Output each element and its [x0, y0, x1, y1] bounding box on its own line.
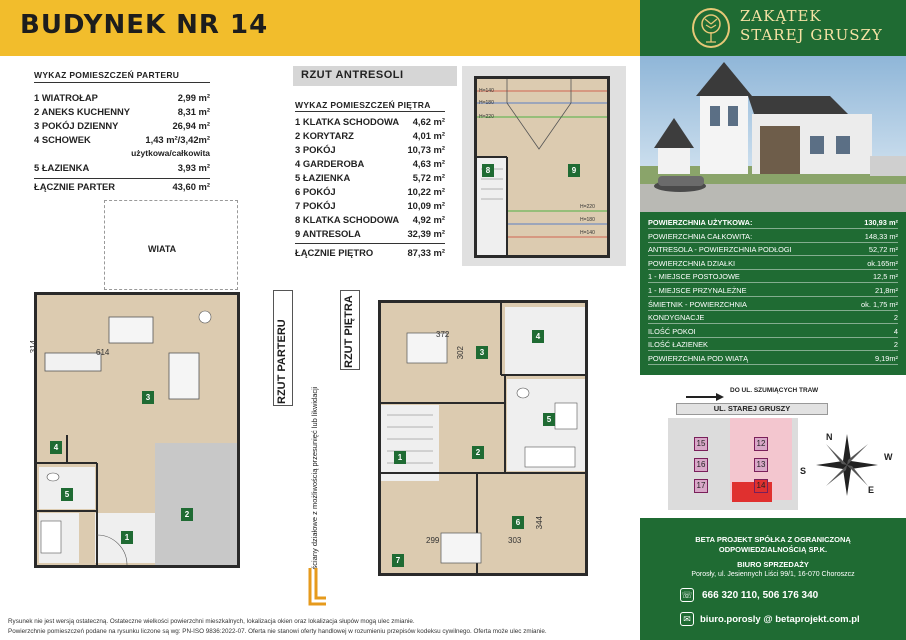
upper-floor-plan [378, 300, 588, 576]
ground-floor-drawing [37, 295, 237, 565]
room-number: 4 [50, 441, 62, 454]
ground-total-label: ŁĄCZNIE PARTER [34, 181, 116, 192]
company-name-line-2: ODPOWIEDZIALNOŚCIĄ SP.K. [718, 545, 828, 554]
room-row [34, 162, 210, 173]
stat-value: 12,5 m² [872, 272, 898, 282]
divider [295, 243, 445, 244]
antresola-drawing [477, 79, 607, 255]
stat-divider [648, 296, 898, 297]
phone-numbers[interactable]: 666 320 110, 506 176 340 [702, 590, 819, 601]
room-row [34, 106, 210, 117]
company-name-line-1: BETA PROJEKT SPÓŁKA Z OGRANICZONĄ [695, 535, 851, 544]
stat-value: 2 [893, 340, 898, 350]
stat-label: 1 - MIEJSCE PRZYNALEŻNE [648, 286, 747, 295]
height-mark: H=220 [479, 114, 494, 120]
ground-list-heading: WYKAZ POMIESZCZEŃ PARTERU [34, 70, 180, 80]
stat-label: ANTRESOLA - POWIERZCHNIA PODŁOGI [648, 245, 792, 255]
dimension-label: 372 [436, 330, 450, 339]
room-area: 3,93 m² [177, 162, 210, 173]
stat-row [648, 354, 898, 363]
stat-row [648, 286, 898, 295]
room-name: 1 WIATROŁAP [34, 92, 98, 103]
stat-value: 9,19m² [874, 354, 898, 363]
email-icon: ✉ [680, 612, 694, 626]
room-row [295, 200, 445, 211]
height-mark: H=220 [580, 204, 595, 210]
room-area: 10,09 m² [407, 200, 445, 211]
footer-disclaimer-2: Powierzchnie pomieszczeń podane na rysunku liczone są wg: PN-ISO 9836:2022-07. Oferta nie stanowi oferty handlowej w rozumieniu przepisów kodeksu cywilnego. Oferta może ulec zmianie. [8, 628, 547, 635]
room-name: 6 POKÓJ [295, 186, 336, 197]
direction-arrow-icon [686, 388, 726, 396]
room-area: 5,72 m² [412, 172, 445, 183]
compass-west: W [884, 452, 893, 462]
divider [34, 82, 210, 83]
room-number: 2 [472, 446, 484, 459]
stat-label: ŚMIETNIK - POWIERZCHNIA [648, 299, 747, 309]
room-row [34, 134, 210, 145]
stat-row [648, 218, 898, 227]
email-address[interactable]: biuro.porosly @ betaprojekt.com.pl [700, 614, 860, 625]
upper-total-row [295, 247, 445, 258]
room-row [295, 186, 445, 197]
carport-label: WIATA [148, 244, 177, 254]
lot-number: 16 [694, 458, 708, 472]
stat-divider [648, 350, 898, 351]
sales-office-address: Porosły, ul. Jesiennych Liści 99/1, 16-070 Choroszcz [691, 571, 855, 578]
dimension-label: 303 [508, 536, 522, 545]
sales-office-heading: BIURO SPRZEDAŻY [737, 560, 809, 569]
wall-legend-icon [306, 568, 328, 608]
room-area: 10,22 m² [407, 186, 445, 197]
upper-list-heading: WYKAZ POMIESZCZEŃ PIĘTRA [295, 100, 431, 110]
lot-number: 12 [754, 437, 768, 451]
brand-line-1: ZAKĄTEK [740, 7, 822, 25]
stat-label: KONDYGNACJE [648, 313, 705, 323]
tree-logo-icon [692, 8, 730, 48]
dimension-label: 314 [29, 340, 38, 354]
room-area: 1,43 m²/3,42m² [145, 134, 210, 145]
upper-total-label: ŁĄCZNIE PIĘTRO [295, 247, 374, 258]
room-number: 3 [476, 346, 488, 359]
compass-east: E [868, 485, 875, 495]
phone-icon: ☏ [681, 590, 693, 600]
lot-number: 15 [694, 437, 708, 451]
stat-row [648, 245, 898, 254]
building-photo [640, 56, 906, 212]
stat-divider [648, 255, 898, 256]
dimension-label: 614 [96, 348, 110, 357]
brand-line-2: STAREJ GRUSZY [740, 26, 883, 44]
room-area: 26,94 m² [172, 120, 210, 131]
room-area: 4,62 m² [412, 116, 445, 127]
room-number: 2 [181, 508, 193, 521]
room-area: 8,31 m² [177, 106, 210, 117]
stat-row [648, 259, 898, 268]
stat-value: ok. 1,75 m² [861, 299, 898, 309]
stat-divider [648, 310, 898, 311]
room-row [295, 130, 445, 141]
room-row [34, 92, 210, 103]
stat-row [648, 327, 898, 336]
room-area: 4,92 m² [412, 214, 445, 225]
stat-value: ok.165m² [867, 258, 898, 268]
page-title: BUDYNEK NR 14 [20, 10, 269, 40]
stat-divider [648, 323, 898, 324]
room-number: 8 [482, 164, 494, 177]
room-number: 5 [543, 413, 555, 426]
stat-value: 52,72 m² [868, 245, 898, 255]
room-name: 1 KLATKA SCHODOWA [295, 116, 400, 127]
room-area: 32,39 m² [407, 228, 445, 239]
room-number: 4 [532, 330, 544, 343]
room-row [295, 158, 445, 169]
stat-value: 130,93 m² [864, 218, 898, 227]
compass-south: S [800, 466, 807, 476]
upper-plan-label: RZUT PIĘTRA [343, 295, 355, 368]
room-number: 7 [392, 554, 404, 567]
stat-divider [648, 228, 898, 229]
room-area: 4,63 m² [412, 158, 445, 169]
stat-label: 1 - MIEJSCE POSTOJOWE [648, 272, 740, 282]
room-name: 8 KLATKA SCHODOWA [295, 214, 400, 225]
ground-total-row [34, 181, 210, 192]
room-number: 1 [121, 531, 133, 544]
height-mark: H=140 [479, 88, 494, 94]
direction-label: DO UL. SZUMIĄCYCH TRAW [730, 387, 819, 394]
room-row [295, 228, 445, 239]
street-name: UL. STAREJ GRUSZY [676, 403, 828, 415]
height-mark: H=140 [580, 230, 595, 236]
antresola-plan-label: RZUT ANTRESOLI [293, 66, 457, 86]
stat-divider [648, 282, 898, 283]
room-row [295, 144, 445, 155]
room-row [295, 172, 445, 183]
lot-number: 17 [694, 479, 708, 493]
stat-label: POWIERZCHNIA UŻYTKOWA: [648, 218, 753, 227]
stat-label: POWIERZCHNIA DZIAŁKI [648, 258, 736, 268]
lot-number-selected: 14 [754, 479, 768, 493]
stat-label: ILOŚĆ ŁAZIENEK [648, 340, 708, 350]
ground-total-value: 43,60 m² [172, 181, 210, 192]
ground-plan-label: RZUT PARTERU [276, 319, 288, 404]
room-area: 2,99 m² [177, 92, 210, 103]
room-name: 3 POKÓJ [295, 144, 336, 155]
divider [295, 111, 445, 112]
room-row [34, 120, 210, 131]
partition-walls-note: -ściany działowe z możliwością przesunięć lub likwidacji [310, 386, 319, 572]
room-name: 4 GARDEROBA [295, 158, 365, 169]
stat-divider [648, 242, 898, 243]
ground-floor-plan [34, 292, 240, 568]
stat-value: 2 [893, 313, 898, 323]
room-name: 4 SCHOWEK [34, 134, 91, 145]
room-area: użytkowa/całkowita [131, 148, 210, 158]
height-mark: H=180 [479, 100, 494, 106]
room-name: 3 POKÓJ DZIENNY [34, 120, 119, 131]
dimension-label: 299 [426, 536, 440, 545]
stat-label: POWIERZCHNIA CAŁKOWITA: [648, 231, 753, 241]
footer-disclaimer-1: Rysunek nie jest wersją ostateczną. Ostateczne wielkości powierzchni mieszkalnych, lokalizacja okien oraz lokalizacja słupów mogą ulec zmianie. [8, 618, 415, 625]
stat-row [648, 300, 898, 309]
stat-row [648, 272, 898, 281]
label-frame [340, 290, 360, 370]
stat-row [648, 313, 898, 322]
stat-row [648, 340, 898, 349]
stat-label: POWIERZCHNIA POD WIATĄ [648, 354, 749, 363]
room-number: 6 [512, 516, 524, 529]
room-name: 2 KORYTARZ [295, 130, 354, 141]
room-name: 2 ANEKS KUCHENNY [34, 106, 131, 117]
brand-name [740, 7, 883, 45]
room-area: 4,01 m² [412, 130, 445, 141]
dimension-label: 344 [535, 516, 544, 530]
room-number: 9 [568, 164, 580, 177]
room-name: 9 ANTRESOLA [295, 228, 361, 239]
room-name: 7 POKÓJ [295, 200, 336, 211]
compass-north: N [826, 432, 833, 442]
lot-number: 13 [754, 458, 768, 472]
stat-row [648, 232, 898, 241]
stat-value: 4 [893, 326, 898, 336]
room-name: 5 ŁAZIENKA [295, 172, 351, 183]
stat-divider [648, 364, 898, 365]
stat-value: 21,8m² [874, 286, 898, 295]
room-row [295, 116, 445, 127]
height-mark: H=180 [580, 217, 595, 223]
upper-total-value: 87,33 m² [407, 247, 445, 258]
divider [34, 178, 210, 179]
room-area: 10,73 m² [407, 144, 445, 155]
dimension-label: 302 [456, 346, 465, 360]
stat-divider [648, 269, 898, 270]
room-number: 1 [394, 451, 406, 464]
upper-floor-drawing [381, 303, 585, 573]
room-name: 5 ŁAZIENKA [34, 162, 90, 173]
stat-label: ILOŚĆ POKOI [648, 326, 696, 336]
room-row [295, 214, 445, 225]
room-number: 3 [142, 391, 154, 404]
label-frame [273, 290, 293, 406]
stat-value: 148,33 m² [864, 231, 898, 241]
stat-divider [648, 337, 898, 338]
room-number: 5 [61, 488, 73, 501]
